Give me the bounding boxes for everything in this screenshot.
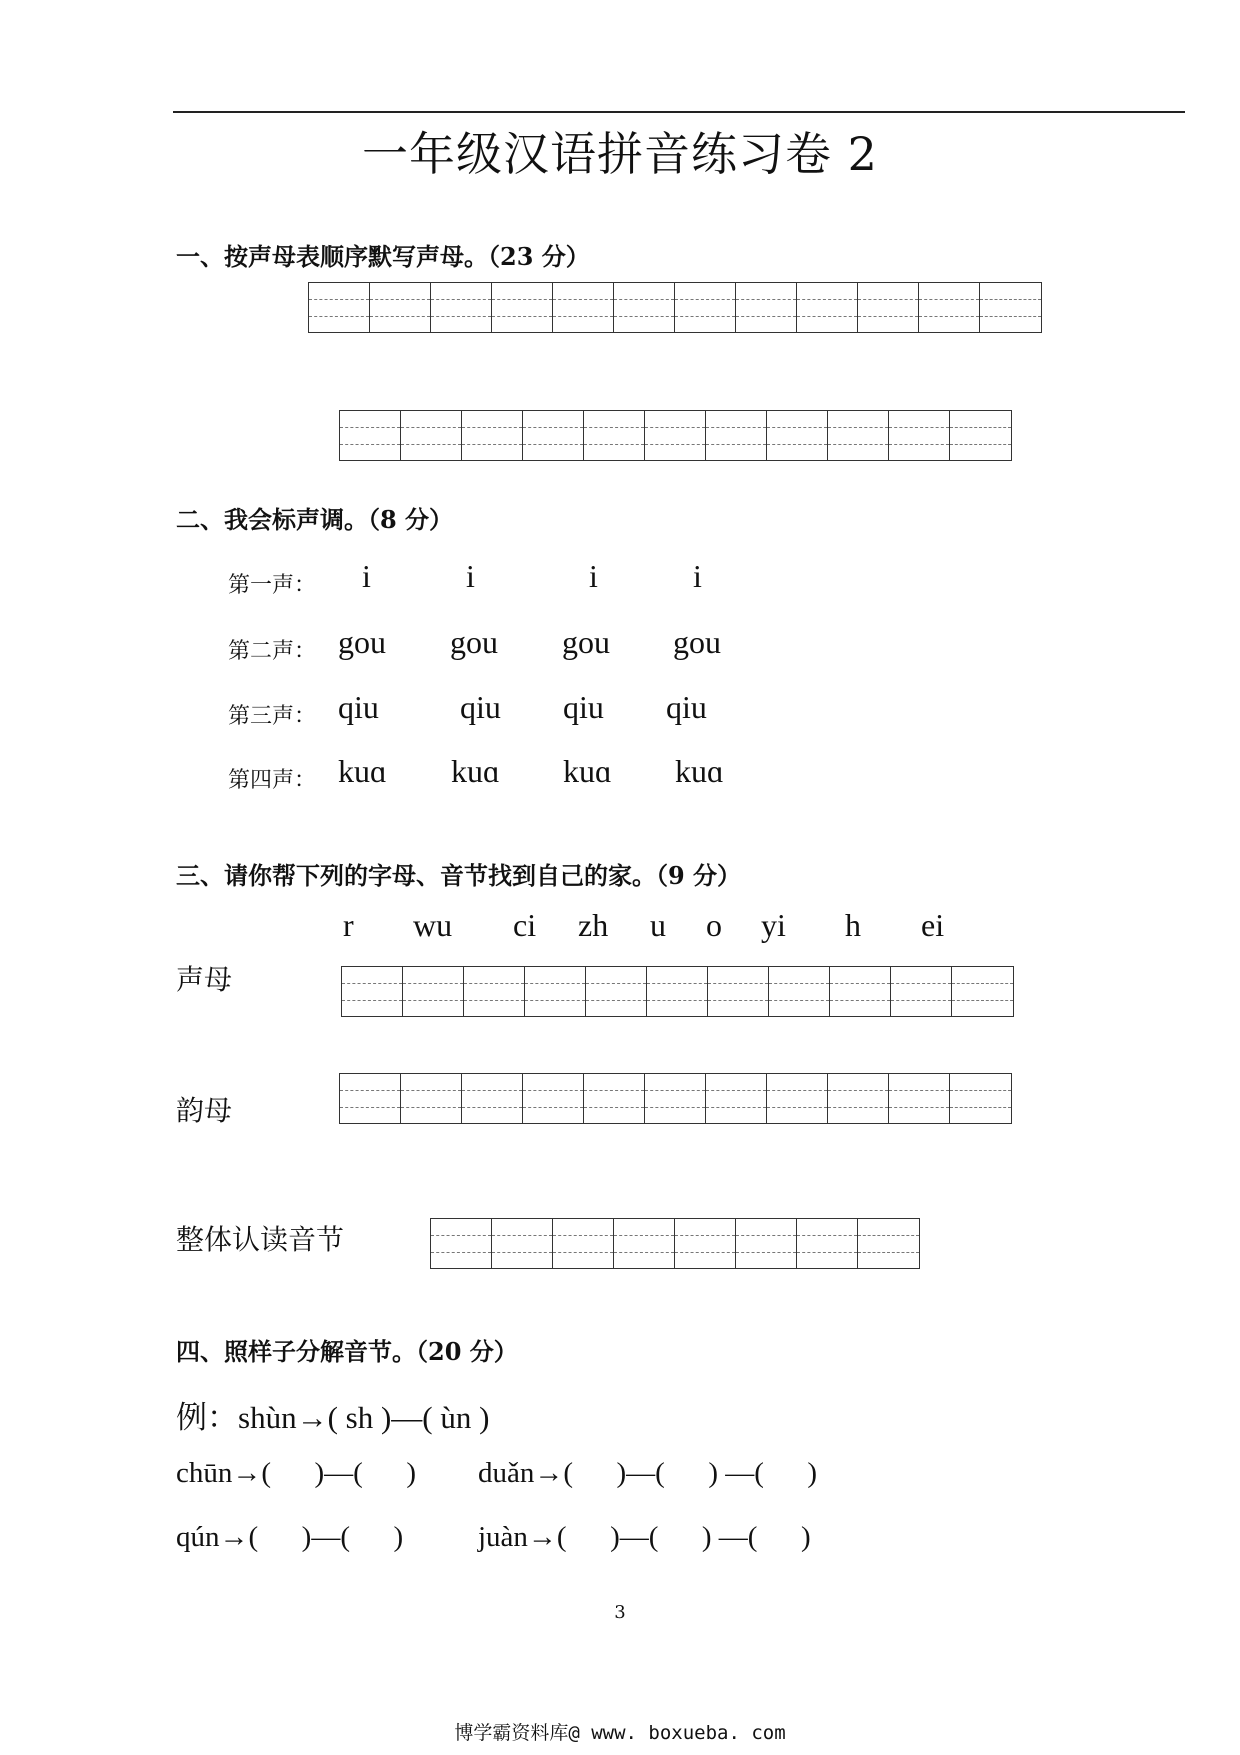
grid-cell[interactable] xyxy=(431,1219,492,1268)
tone-item: kuɑ xyxy=(563,753,612,789)
tone-item: qiu xyxy=(338,689,379,725)
letter-item: wu xyxy=(413,907,453,943)
category-label-whole-syllables: 整体认读音节 xyxy=(176,1223,345,1256)
grid-cell[interactable] xyxy=(767,1074,828,1123)
grid-cell[interactable] xyxy=(614,283,675,332)
section3-heading: 三、请你帮下列的字母、音节找到自己的家。（9 分） xyxy=(176,861,742,890)
grid-cell[interactable] xyxy=(645,411,706,460)
tone-item: qiu xyxy=(563,689,604,725)
tone-item: qiu xyxy=(460,689,501,725)
tone-item: gou xyxy=(562,624,610,660)
section1-heading: 一、按声母表顺序默写声母。（23 分） xyxy=(176,242,590,271)
tone-item: i xyxy=(362,558,371,594)
grid-cell[interactable] xyxy=(462,1074,523,1123)
finals-grid[interactable] xyxy=(339,1073,1012,1124)
grid-cell[interactable] xyxy=(830,967,891,1016)
tone-item: gou xyxy=(673,624,721,660)
grid-cell[interactable] xyxy=(828,1074,889,1123)
letter-item: o xyxy=(706,907,722,943)
tone-item: kuɑ xyxy=(451,753,500,789)
grid-cell[interactable] xyxy=(919,283,980,332)
letter-item: u xyxy=(650,907,666,943)
section2-heading: 二、我会标声调。（8 分） xyxy=(176,505,454,534)
grid-cell[interactable] xyxy=(431,283,492,332)
grid-cell[interactable] xyxy=(309,283,370,332)
grid-cell[interactable] xyxy=(342,967,403,1016)
decompose-line-1-right[interactable]: duǎn→( )—( ) —( ) xyxy=(478,1457,818,1489)
letter-item: r xyxy=(343,907,354,943)
grid-cell[interactable] xyxy=(675,1219,736,1268)
grid-cell[interactable] xyxy=(492,1219,553,1268)
page-number: 3 xyxy=(614,1602,626,1623)
grid-cell[interactable] xyxy=(401,411,462,460)
tone-label-1: 第一声： xyxy=(228,573,317,598)
tone-item: kuɑ xyxy=(338,753,387,789)
grid-cell[interactable] xyxy=(584,411,645,460)
writing-grid-2[interactable] xyxy=(339,410,1012,461)
grid-cell[interactable] xyxy=(525,967,586,1016)
tone-label-4: 第四声： xyxy=(228,768,317,793)
grid-cell[interactable] xyxy=(403,967,464,1016)
grid-cell[interactable] xyxy=(464,967,525,1016)
category-label-finals: 韵母 xyxy=(176,1094,233,1127)
grid-cell[interactable] xyxy=(553,283,614,332)
grid-cell[interactable] xyxy=(891,967,952,1016)
grid-cell[interactable] xyxy=(706,1074,767,1123)
grid-cell[interactable] xyxy=(769,967,830,1016)
grid-cell[interactable] xyxy=(523,1074,584,1123)
grid-cell[interactable] xyxy=(586,967,647,1016)
decompose-line-2-left[interactable]: qún→( )—( ) xyxy=(176,1521,404,1553)
grid-cell[interactable] xyxy=(952,967,1013,1016)
decompose-line-1-left[interactable]: chūn→( )—( ) xyxy=(176,1457,417,1489)
grid-cell[interactable] xyxy=(797,1219,858,1268)
grid-cell[interactable] xyxy=(706,411,767,460)
letter-item: ci xyxy=(513,907,537,943)
page-title: 一年级汉语拼音练习卷 2 xyxy=(362,127,878,181)
grid-cell[interactable] xyxy=(858,283,919,332)
tone-item: qiu xyxy=(666,689,707,725)
grid-cell[interactable] xyxy=(980,283,1041,332)
grid-cell[interactable] xyxy=(736,1219,797,1268)
tone-item: kuɑ xyxy=(675,753,724,789)
grid-cell[interactable] xyxy=(340,1074,401,1123)
letter-item: yi xyxy=(761,907,786,943)
grid-cell[interactable] xyxy=(736,283,797,332)
letter-item: ei xyxy=(921,907,945,943)
decompose-line-2-right[interactable]: juàn→( )—( ) —( ) xyxy=(478,1521,811,1553)
tone-item: i xyxy=(589,558,598,594)
section4-heading: 四、照样子分解音节。（20 分） xyxy=(176,1337,518,1366)
grid-cell[interactable] xyxy=(647,967,708,1016)
letter-item: h xyxy=(845,907,861,943)
initials-grid[interactable] xyxy=(341,966,1014,1017)
tone-item: gou xyxy=(450,624,498,660)
header-rule xyxy=(173,111,1185,113)
footer-watermark: 博学霸资料库@ www. boxueba. com xyxy=(454,1722,786,1744)
grid-cell[interactable] xyxy=(492,283,553,332)
letter-item: zh xyxy=(578,907,609,943)
grid-cell[interactable] xyxy=(708,967,769,1016)
grid-cell[interactable] xyxy=(462,411,523,460)
grid-cell[interactable] xyxy=(889,1074,950,1123)
category-label-initials: 声母 xyxy=(176,963,233,996)
grid-cell[interactable] xyxy=(584,1074,645,1123)
grid-cell[interactable] xyxy=(950,411,1011,460)
tone-item: gou xyxy=(338,624,386,660)
grid-cell[interactable] xyxy=(797,283,858,332)
example-line: 例：shùn→( sh )—( ùn ) xyxy=(176,1400,490,1435)
grid-cell[interactable] xyxy=(950,1074,1011,1123)
grid-cell[interactable] xyxy=(645,1074,706,1123)
grid-cell[interactable] xyxy=(370,283,431,332)
grid-cell[interactable] xyxy=(858,1219,919,1268)
grid-cell[interactable] xyxy=(614,1219,675,1268)
tone-label-3: 第三声： xyxy=(228,704,317,729)
grid-cell[interactable] xyxy=(767,411,828,460)
grid-cell[interactable] xyxy=(553,1219,614,1268)
whole-syllables-grid[interactable] xyxy=(430,1218,920,1269)
grid-cell[interactable] xyxy=(523,411,584,460)
tone-label-2: 第二声： xyxy=(228,639,317,664)
grid-cell[interactable] xyxy=(675,283,736,332)
grid-cell[interactable] xyxy=(401,1074,462,1123)
grid-cell[interactable] xyxy=(340,411,401,460)
writing-grid-1[interactable] xyxy=(308,282,1042,333)
grid-cell[interactable] xyxy=(889,411,950,460)
tone-item: i xyxy=(466,558,475,594)
tone-item: i xyxy=(693,558,702,594)
grid-cell[interactable] xyxy=(828,411,889,460)
